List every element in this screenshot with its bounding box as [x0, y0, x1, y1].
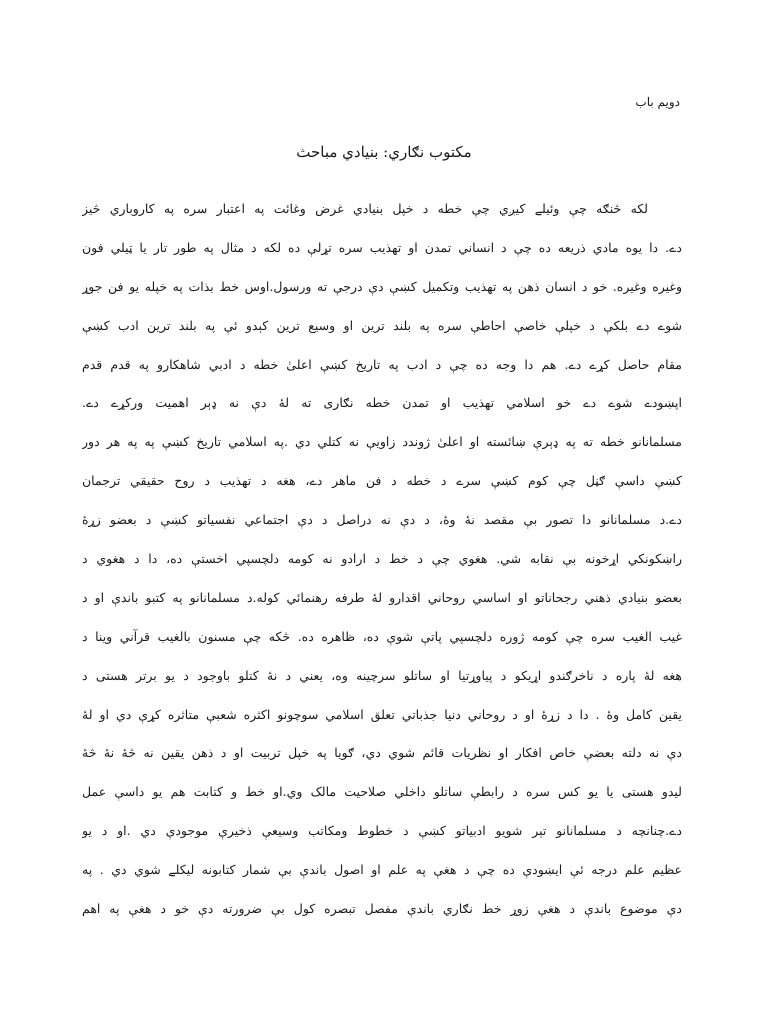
page-title: مکتوب نګاري: بنيادي مباحث: [296, 143, 472, 161]
text-line: وغيره وغيره. خو د انسان ذهن په تهذيب وتکميل کښې دې درجې ته ورسول.اوس خط بذات په خپله يو فن جوړ: [82, 278, 682, 294]
text-line: کښې داسې ګڼل چې کوم کښې سرے د خطه د فن ماهر دے، هغه د تهذيب د روح حقيقي ترجمان: [82, 473, 682, 489]
chapter-label: دويم باب: [635, 95, 680, 109]
text-line: دې نه دلته بعضې خاص افکار او نظريات قائم شوي دي، ګويا په خپل تربيت او د ذهن يقين نه څۀ نۀ څۀ: [82, 745, 682, 761]
text-line: دے.د مسلمانانو دا تصور بې مقصد نۀ وۀ، د دې نه دراصل د دې اجتماعي نفسياتو کښې د بعضو زړۀ: [82, 512, 682, 528]
text-line: راښکونکي اړخونه بې نقابه شي. هغوي چې د خط د ارادو نه کومه دلچسپي اخستې ده، دا د هغوي د: [82, 551, 682, 567]
text-line: شوے دے بلکې د خپلې خاصې احاطې سره په بلند ترين او وسيع ترين کېدو ئې په بلند ترين ادب کښې: [82, 317, 682, 333]
text-line: لکه څنګه چې وئيلے کيږي چې خطه د خپل بنيادي غرض وغائت په اعتبار سره په کاروباري څيز: [82, 201, 648, 216]
text-line: عظيم علم درجه ئې ايښودې ده چې د هغې په علم او اصول باندې بې شمار کتابونه ليکلے شوي دي . په: [82, 862, 682, 878]
text-line: دے.چنانچه د مسلمانانو تېر شويو ادبياتو کښې د خطوط ومکاتب وسيعې ذخيرې موجودې دي .او د يو: [82, 823, 682, 839]
text-line: مقام حاصل کړے دے. هم دا وجه ده چې د ادب په تاريخ کښې اعلیٰ خطه د ادبي شاهکارو په قدم قدم: [82, 356, 682, 372]
text-line: يقين کامل وۀ . دا د زړۀ او د روحاني دنيا جذباتي تعلق اسلامي سوچونو اکثره شعبې متاثره کړې دي او لۀ: [82, 706, 682, 722]
body-text: [82, 190, 682, 929]
text-line: دې موضوع باندې د هغې زوړ خط نګاري باندې مفصل تبصره کول بې ضرورته دې خو د هغې په اهم: [82, 901, 682, 917]
text-line: هغه لۀ پاره د ناخرګندو اړيکو د پياوړتيا او ساتلو سرچينه وه، يعني د نۀ کتلو باوجود د يو برتر هستی د: [82, 667, 682, 683]
text-line: اپښودے شوے دے خو اسلامي تهذيب او تمدن خطه نګاری ته لۀ دې نه ډېر اهميت ورکړے دے.: [82, 395, 682, 411]
text-line: دے. دا يوه مادي ذريعه ده چې د انساني تمدن او تهذيب سره تړلې ده لکه د مثال په طور تار يا ټيلي فون: [82, 239, 682, 255]
text-line: مسلمانانو خطه ته په ډېرې ښائسته او اعلیٰ ژوندد زاويې نه کتلي دي .په اسلامي تاريخ کښې په په هر دور: [82, 434, 682, 450]
text-line: ليدو هستی يا يو کس سره د رابطې ساتلو داخلي صلاحيت مالک وي.او خط و کتابت هم يو داسې عمل: [82, 784, 682, 800]
text-line: غيب الغيب سره چې کومه ژوره دلچسپي پاتې شوې ده، ظاهره ده. څکه چې مسنون بالغيب قرآني وينا د: [82, 628, 682, 644]
text-line: بعضو بنيادي ذهني رجحاناتو او اساسي روحاني اقدارو لۀ طرفه رهنمائي کوله.د مسلمانانو په کتبو باندې او د: [82, 589, 682, 605]
